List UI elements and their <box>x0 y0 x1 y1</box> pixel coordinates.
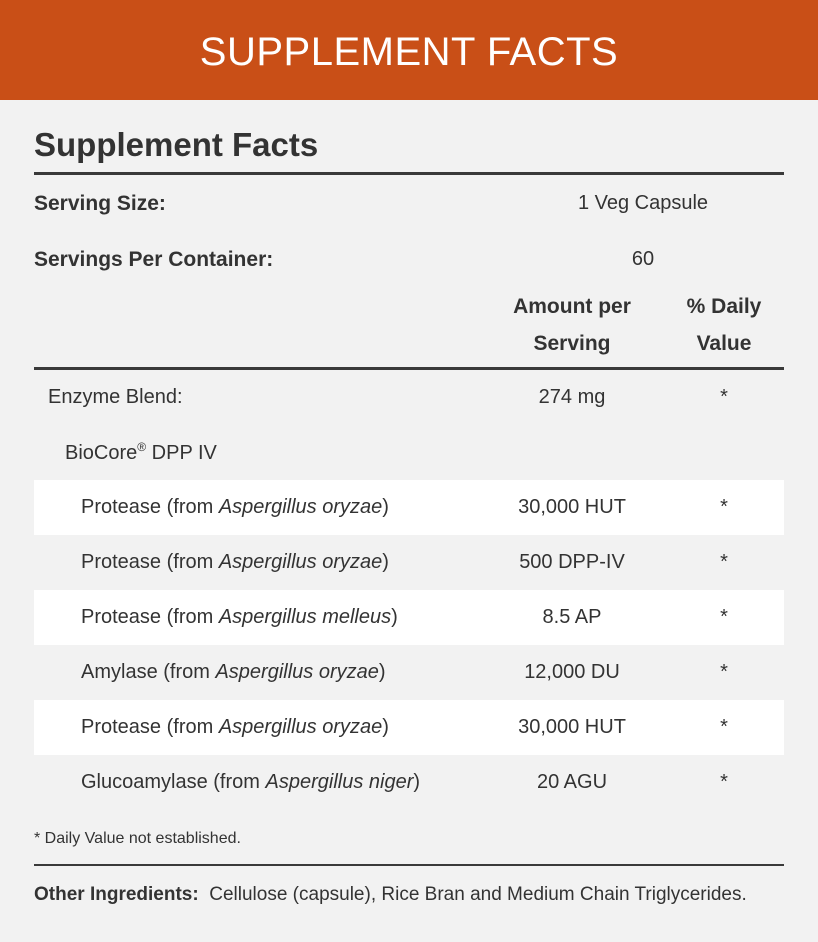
ingredient-amount: 12,000 DU <box>524 661 620 683</box>
column-header-amount <box>474 288 670 362</box>
ingredient-row <box>34 535 784 590</box>
other-ingredients <box>34 866 784 906</box>
banner-title: SUPPLEMENT FACTS <box>199 29 619 74</box>
ingredient-name: Glucoamylase (from Aspergillus niger) <box>81 771 421 793</box>
ingredient-row <box>34 425 784 480</box>
registered-mark: ® <box>137 440 147 454</box>
serving-size-value: 1 Veg Capsule <box>577 192 709 214</box>
servings-per-container-row <box>34 232 784 287</box>
other-ingredients-label: Other Ingredients: <box>34 884 199 905</box>
ingredient-daily-value: * <box>720 496 728 518</box>
ingredient-row <box>34 645 784 700</box>
serving-size-label: Serving Size: <box>34 191 166 215</box>
servings-per-container-value: 60 <box>631 248 655 270</box>
ingredient-name: Enzyme Blend: <box>48 386 183 408</box>
header-banner <box>0 0 818 100</box>
ingredient-amount: 20 AGU <box>536 771 608 793</box>
ingredient-amount: 30,000 HUT <box>518 716 626 738</box>
panel-title: Supplement Facts <box>34 126 319 163</box>
servings-per-container-label: Servings Per Container: <box>34 247 274 271</box>
column-header-dv-line1: % Daily <box>686 295 762 318</box>
supplement-facts-panel <box>34 100 784 906</box>
ingredient-name <box>34 440 474 465</box>
species-name: Aspergillus oryzae <box>215 661 379 683</box>
species-name: Aspergillus melleus <box>218 606 392 628</box>
ingredient-amount: 274 mg <box>538 386 606 408</box>
ingredient-brand-suffix: DPP IV <box>146 442 217 464</box>
ingredient-row <box>34 370 784 425</box>
ingredient-name: Protease (from Aspergillus oryzae) <box>81 716 389 738</box>
species-name: Aspergillus oryzae <box>218 551 383 573</box>
ingredient-daily-value: * <box>720 716 728 738</box>
daily-value-footnote: * Daily Value not established. <box>34 830 241 847</box>
ingredient-daily-value: * <box>720 661 728 683</box>
species-name: Aspergillus niger <box>265 771 414 793</box>
ingredient-daily-value: * <box>720 551 728 573</box>
ingredient-name: Protease (from Aspergillus oryzae) <box>81 551 389 573</box>
ingredient-row <box>34 590 784 645</box>
column-header-amount-line1: Amount per <box>513 295 631 318</box>
ingredient-amount: 500 DPP-IV <box>519 551 625 573</box>
species-name: Aspergillus oryzae <box>218 716 383 738</box>
column-header-amount-line2: Serving <box>533 332 611 355</box>
ingredient-name: Protease (from Aspergillus oryzae) <box>81 496 389 518</box>
column-header-row <box>34 287 784 363</box>
other-ingredients-value: Cellulose (capsule), Rice Bran and Medium Chain Triglycerides. <box>209 884 747 905</box>
ingredient-name: Protease (from Aspergillus melleus) <box>81 606 398 628</box>
ingredient-name: Amylase (from Aspergillus oryzae) <box>81 661 386 683</box>
ingredient-brand: BioCore <box>65 442 138 464</box>
ingredient-daily-value: * <box>720 386 728 408</box>
ingredient-row <box>34 700 784 755</box>
ingredient-daily-value: * <box>720 606 728 628</box>
ingredient-amount: 8.5 AP <box>542 606 602 628</box>
ingredient-daily-value: * <box>720 771 728 793</box>
serving-size-row <box>34 175 784 232</box>
ingredient-amount: 30,000 HUT <box>518 496 626 518</box>
ingredient-row <box>34 480 784 535</box>
column-header-daily-value <box>670 288 778 362</box>
species-name: Aspergillus oryzae <box>218 496 383 518</box>
column-header-dv-line2: Value <box>696 332 752 355</box>
ingredient-row <box>34 755 784 810</box>
